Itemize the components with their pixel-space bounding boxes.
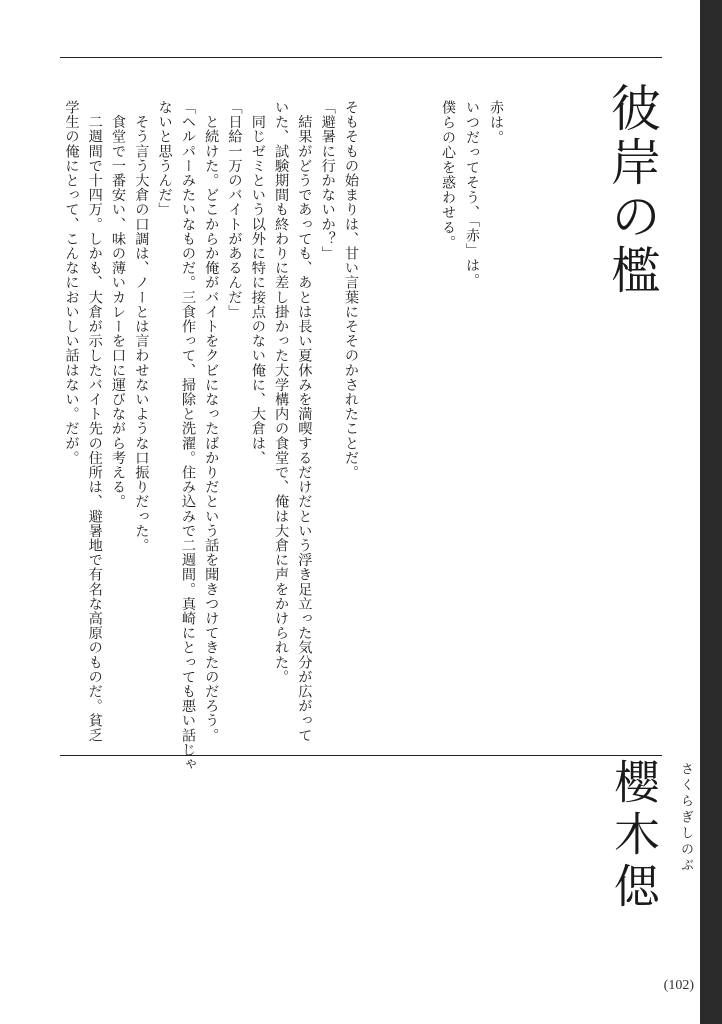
body-line: 結果がどうであっても、あとは長い夏休みを満喫するだけだという浮き足立った気分が広がって bbox=[296, 100, 313, 743]
body-line: 二週間で十四万。しかも、大倉が示したバイト先の住所は、避暑地で有名な高原のものだ。貧乏 bbox=[86, 100, 103, 743]
body-line: 「避暑に行かないか？」 bbox=[319, 100, 336, 261]
epigraph-line: いつだってそう、「赤」は。 bbox=[464, 100, 480, 288]
body-line: 「日給一万のバイトがあるんだ」 bbox=[226, 100, 243, 319]
bottom-rule bbox=[60, 755, 662, 756]
body-text bbox=[59, 100, 362, 772]
epigraph-line: 赤は。 bbox=[488, 100, 504, 145]
body-line: いた、試験期間も終わりに差し掛かった大学構内の食堂で、俺は大倉に声をかけられた。 bbox=[273, 100, 290, 684]
body-line: ないと思うんだ」 bbox=[156, 100, 173, 217]
author-name-reading: さくらぎしのぶ bbox=[678, 762, 693, 874]
epigraph-line: 僕らの心を惑わせる。 bbox=[440, 100, 456, 250]
page-edge-bar bbox=[700, 0, 722, 1024]
body-line: そう言う大倉の口調は、ノーとは言わせないような口振りだった。 bbox=[133, 100, 150, 553]
body-line: 同じゼミという以外に特に接点のない俺に、大倉は、 bbox=[249, 100, 266, 465]
top-rule bbox=[60, 57, 662, 58]
body-line: そもそもの始まりは、甘い言葉にそそのかされたことだ。 bbox=[343, 100, 359, 480]
author-name: 櫻木偲 bbox=[607, 758, 661, 914]
body-line: 「ヘルパーみたいなものだ。三食作って、掃除と洗濯。住み込みで二週間。真崎にとっても悪い話じゃ bbox=[179, 100, 196, 772]
body-line: と続けた。どこからか俺がバイトをクビになったばかりだという話を聞きつけてきたのだろう。 bbox=[203, 100, 220, 743]
epigraph bbox=[436, 100, 508, 400]
page-number: (102) bbox=[663, 978, 694, 993]
body-line: 食堂で一番安い、味の薄いカレーを口に運びながら考える。 bbox=[110, 100, 127, 509]
body-line: 学生の俺にとって、こんなにおいしい話はない。だが。 bbox=[63, 100, 80, 465]
story-title: 彼岸の檻 bbox=[603, 82, 661, 298]
